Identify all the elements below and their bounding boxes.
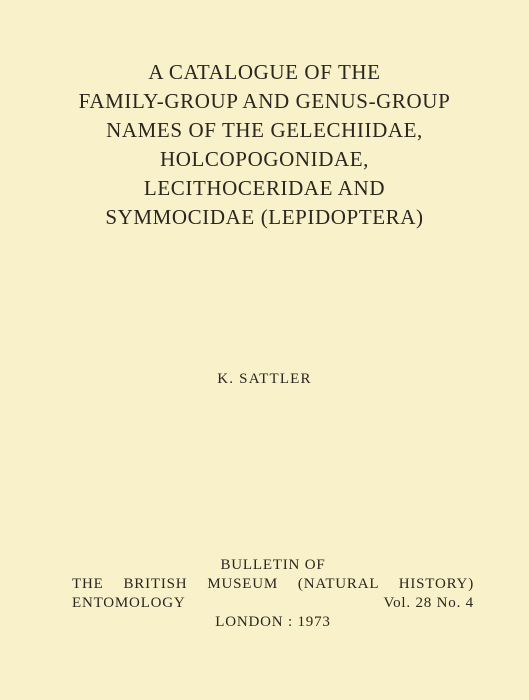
series-volume-line (72, 594, 474, 613)
bulletin-of-line: BULLETIN OF (220, 557, 326, 573)
title-line-1: A CATALOGUE OF THE (148, 60, 381, 84)
publication-info (72, 556, 474, 632)
volume-number: Vol. 28 No. 4 (383, 595, 474, 611)
title-line-6: SYMMOCIDAE (LEPIDOPTERA) (105, 205, 424, 229)
title-line-5: LECITHOCERIDAE AND (143, 176, 386, 200)
title-line-3: NAMES OF THE GELECHIIDAE, (106, 118, 423, 142)
place-year-line: LONDON : 1973 (215, 614, 331, 630)
institution-line: THE BRITISH MUSEUM (NATURAL HISTORY) (72, 576, 474, 592)
series-name: ENTOMOLOGY (72, 595, 186, 611)
author-name: K. SATTLER (217, 371, 312, 387)
cover-title (0, 58, 529, 232)
title-line-2: FAMILY-GROUP AND GENUS-GROUP (78, 89, 451, 113)
title-line-4: HOLCOPOGONIDAE, (159, 147, 370, 171)
